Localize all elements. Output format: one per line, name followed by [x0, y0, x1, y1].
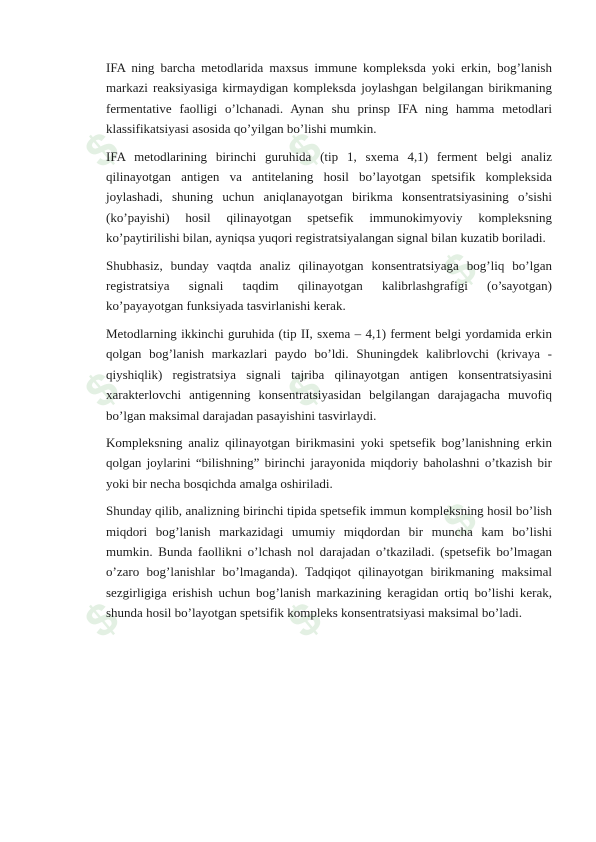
- watermark-glyph: $: [75, 361, 129, 418]
- watermark-glyph: $: [433, 241, 487, 298]
- paragraph-3: Shubhasiz, bunday vaqtda analiz qilinayotgan konsentratsiyaga bog’liq bo’lgan registratsiya signali taqdim qilinayotgan kalibrlashgrafigi (o’sayotgan) ko’payayotgan funksiyada tasvirlanishi kerak.: [106, 257, 552, 314]
- paragraph-5: Kompleksning analiz qilinayotgan birikmasini yoki spetsefik bog’lanishning erkin qolgan joylarini “bilishning” birinchi jarayonida miqdoriy baholashni o’tkazish bir yoki bir necha bosqichda amalga oshiriladi.: [106, 434, 552, 491]
- watermark-glyph: $: [278, 591, 332, 648]
- watermark-glyph: $: [278, 361, 332, 418]
- paragraph-4: Metodlarning ikkinchi guruhida (tip II, sxema – 4,1) ferment belgi yordamida erkin qolgan bog’lanish markazlari paydo bo’ldi. Shuningdek kalibrlovchi (krivaya - qiyshiqlik) registratsiya signali tajriba qilinayotgan antigen konsentratsiyasini xarakterlovchi antigenning konsentratsiyasidan belgilangan darajagacha muvofiq bo’lgan maksimal darajadan pasayishini tasvirlaydi.: [106, 325, 552, 423]
- document-body: [106, 58, 552, 631]
- watermark-glyph: $: [75, 591, 129, 648]
- watermark-glyph: $: [278, 121, 332, 178]
- paragraph-2: IFA metodlarining birinchi guruhida (tip 1, sxema 4,1) ferment belgi analiz qilinayotgan antigen va antitelaning hosil bo’layotgan spetsifik kompleksida joylashadi, shuning uchun aniqlanayotgan birikma konsentratsiyasining o’sishi (ko’payishi) hosil qilinayotgan spetsefik immunokimyoviy kompleksning ko’paytirilishi bilan, ayniqsa yuqori registratsiyalangan signal bilan kuzatib boriladi.: [106, 148, 552, 246]
- paragraph-6: Shunday qilib, analizning birinchi tipida spetsefik immun kompleksning hosil bo’lish miqdori bog’lanish markazidagi umumiy miqdordan bir muncha kam bo’lishi mumkin. Bunda faollikni o’lchash nol darajadan o’tkaziladi. (spetsefik bo’lmagan o’zaro bog’lanishlar bo’lmaganda). Tadqiqot qilinayotgan birikmaning maksimal sezgirligiga erishish uchun bog’lanish markazining keragidan ortiq bo’lishi kerak, shunda hosil bo’layotgan spetsifik kompleks konsentratsiyasi maksimal bo’ladi.: [106, 503, 552, 621]
- paragraph-1: IFA ning barcha metodlarida maxsus immune kompleksda yoki erkin, bog’lanish markazi reaksiyasiga kirmaydigan kompleksda joylashgan belgilangan birikmaning fermentative faolligi o’lchanadi. Aynan shu prinsp IFA ning hamma metodlari klassifikatsiyasi asosida qo’yilgan bo’lishi mumkin.: [106, 60, 552, 137]
- watermark-glyph: $: [433, 491, 487, 548]
- watermark-glyph: $: [75, 121, 129, 178]
